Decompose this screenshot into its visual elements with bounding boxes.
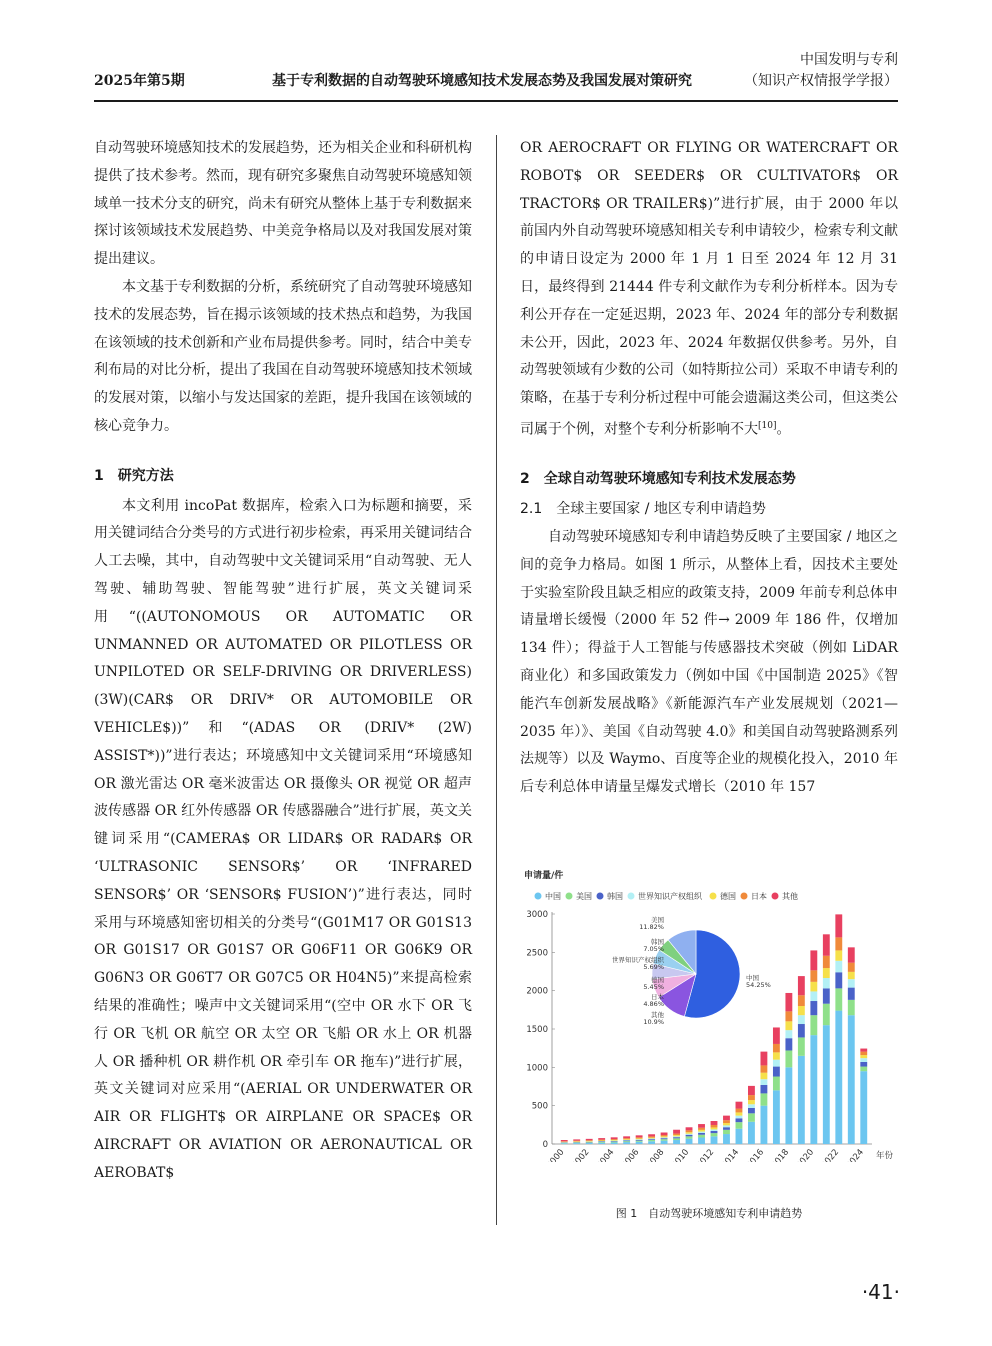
- bar-segment: [661, 1135, 668, 1136]
- bar-segment: [661, 1133, 668, 1136]
- header-journal: [744, 50, 898, 92]
- bar-segment: [686, 1139, 693, 1144]
- pie-label: 中国: [746, 974, 759, 982]
- bar-segment: [636, 1139, 643, 1140]
- legend-swatch: [628, 893, 635, 900]
- bar-segment: [673, 1134, 680, 1136]
- bar-segment: [648, 1139, 655, 1140]
- bar-segment: [648, 1134, 655, 1136]
- bar-segment: [561, 1143, 568, 1144]
- bar-segment: [810, 1035, 817, 1144]
- bar-segment: [673, 1140, 680, 1144]
- bar-segment: [760, 1065, 767, 1072]
- bar-segment: [711, 1136, 718, 1144]
- bar-segment: [798, 1006, 805, 1015]
- bar-segment: [860, 1071, 867, 1144]
- bar-segment: [636, 1140, 643, 1141]
- bar-segment: [785, 1021, 792, 1030]
- section-heading: 1 研究方法: [94, 467, 174, 484]
- bar-segment: [748, 1113, 755, 1121]
- bar-segment: [785, 1011, 792, 1021]
- bar-segment: [598, 1142, 605, 1143]
- bar-segment: [711, 1131, 718, 1133]
- bar-segment: [686, 1132, 693, 1134]
- figure-1: [520, 862, 905, 1162]
- legend-label: 其他: [782, 892, 798, 901]
- bar-segment: [686, 1135, 693, 1137]
- pie-value-label: 4.86%: [643, 1000, 664, 1008]
- y-tick-label: 2000: [526, 986, 548, 997]
- bar-segment: [598, 1143, 605, 1144]
- bar-segment: [636, 1138, 643, 1139]
- bar-segment: [748, 1108, 755, 1113]
- legend-swatch: [566, 893, 573, 900]
- legend-label: 中国: [545, 892, 561, 901]
- pie-value-label: 10.9%: [643, 1018, 664, 1026]
- pie-value-label: 11.82%: [639, 923, 664, 931]
- bar-segment: [698, 1137, 705, 1144]
- bar-segment: [773, 1077, 780, 1091]
- bar-segment: [636, 1142, 643, 1144]
- bar-segment: [773, 1090, 780, 1144]
- pie-value-label: 54.25%: [746, 981, 771, 989]
- bar-segment: [848, 988, 855, 1000]
- bar-segment: [760, 1052, 767, 1066]
- figure-caption: 图 1 自动驾驶环境感知专利申请趋势: [615, 1207, 803, 1220]
- bar-segment: [623, 1139, 630, 1140]
- bar-segment: [723, 1116, 730, 1121]
- bar-segment: [736, 1102, 743, 1109]
- x-tick-label: 2006: [619, 1147, 642, 1162]
- bar-segment: [586, 1141, 593, 1142]
- bar-segment: [736, 1118, 743, 1122]
- bar-segment: [736, 1116, 743, 1119]
- section-heading: 2 全球自动驾驶环境感知专利技术发展态势: [520, 471, 796, 488]
- pie-label: 日本: [651, 993, 664, 1001]
- bar-segment: [623, 1136, 630, 1138]
- bar-segment: [860, 1058, 867, 1062]
- paragraph: 本文基于专利数据的分析，系统研究了自动驾驶环境感知技术的发展态势，旨在揭示该领域的技术热点和趋势，为我国在该领域的技术创新和产业布局提供参考。同时，结合中美专利布局的对比分析，提出了我国在自动驾驶环境感知技术领域的发展对策，以缩小与发达国家的差距，提升我国在该领域的核心竞争力。: [94, 278, 472, 434]
- bar-segment: [835, 1011, 842, 1144]
- bar-segment: [661, 1141, 668, 1144]
- x-tick-label: 2014: [719, 1147, 742, 1162]
- bar-segment: [848, 1015, 855, 1144]
- bar-segment: [810, 950, 817, 970]
- bar-segment: [586, 1142, 593, 1143]
- bar-segment: [798, 1024, 805, 1037]
- y-tick-label: 1500: [526, 1025, 548, 1035]
- x-tick-label: 2002: [569, 1147, 592, 1162]
- bar-segment: [636, 1137, 643, 1138]
- bar-segment: [611, 1139, 618, 1140]
- bar-segment: [611, 1142, 618, 1144]
- bar-segment: [711, 1125, 718, 1127]
- bar-segment: [860, 1052, 867, 1055]
- bar-segment: [673, 1135, 680, 1136]
- legend-label: 世界知识产权组织: [638, 892, 702, 901]
- bar-segment: [848, 963, 855, 972]
- bar-segment: [860, 1049, 867, 1052]
- journal-name: 中国发明与专利: [800, 52, 898, 68]
- bar-segment: [586, 1139, 593, 1140]
- bar-segment: [673, 1138, 680, 1140]
- bar-segment: [823, 1004, 830, 1025]
- x-tick-label: 2022: [819, 1147, 842, 1162]
- bar-segment: [798, 995, 805, 1006]
- legend-swatch: [710, 893, 717, 900]
- bar-segment: [561, 1141, 568, 1142]
- bar-segment: [848, 947, 855, 962]
- pie-label: 其他: [651, 1011, 664, 1019]
- bar-segment: [723, 1120, 730, 1123]
- bar-segment: [623, 1138, 630, 1139]
- pie-label: 韩国: [651, 938, 664, 946]
- legend-label: 日本: [751, 892, 767, 901]
- bar-segment: [748, 1095, 755, 1100]
- bar-segment: [648, 1141, 655, 1144]
- legend-label: 德国: [720, 892, 736, 901]
- bar-segment: [835, 937, 842, 950]
- paragraph: 自动驾驶环境感知技术的发展趋势，还为相关企业和科研机构提供了技术参考。然而，现有研究多聚焦自动驾驶环境感知领域单一技术分支的研究，尚未有研究从整体上基于专利数据来探讨该领域技术发展趋势、中美竞争格局以及对我国发展对策提出建议。: [94, 140, 472, 268]
- x-tick-label: 2020: [794, 1147, 817, 1162]
- right-column: [520, 135, 898, 802]
- bar-segment: [760, 1073, 767, 1080]
- y-tick-label: 3000: [526, 910, 548, 920]
- bar-segment: [723, 1134, 730, 1144]
- bar-segment: [760, 1093, 767, 1105]
- journal-subtitle: （知识产权情报学学报）: [744, 73, 898, 89]
- bar-segment: [835, 972, 842, 988]
- pie-label: 世界知识产权组织: [612, 956, 664, 964]
- pie-value-label: 7.05%: [643, 945, 664, 953]
- bar-segment: [636, 1135, 643, 1137]
- bar-segment: [823, 978, 830, 988]
- x-axis-label: 年份: [876, 1151, 894, 1161]
- x-tick-label: 2024: [844, 1147, 867, 1162]
- bar-segment: [648, 1136, 655, 1137]
- bar-segment: [711, 1127, 718, 1129]
- bar-segment: [623, 1140, 630, 1141]
- bar-segment: [661, 1139, 668, 1140]
- bar-segment: [760, 1079, 767, 1085]
- bar-segment: [835, 988, 842, 1010]
- bar-segment: [598, 1141, 605, 1142]
- bar-segment: [573, 1143, 580, 1144]
- bar-segment: [711, 1129, 718, 1131]
- bar-segment: [686, 1136, 693, 1138]
- bar-segment: [798, 1056, 805, 1144]
- paragraph-text: OR AEROCRAFT OR FLYING OR WATERCRAFT OR ROBOT$ OR SEEDER$ OR CULTIVATOR$ OR TRACTOR$ OR TRAILER$)”进行扩展，由于 2000 年以前国内外自动驾驶环境感知相关专利申请较少，检索专利文献的申请日设定为 2000 年 1 月 1 日至 2024 年 12 月 31 日，最终得到 21444 件专利文献作为专利分析样本。因为专利公开存在一定延迟期，2023 年、2024 年的部分专利数据未公开，因此，2023 年、2024 年数据仅供参考。另外，自动驾驶领域有少数的公司（如特斯拉公司）采取不申请专利的策略，在基于专利分析过程中可能会遗漏这类公司，但这类公司属于个例，对整个专利分析影响不大: [520, 140, 898, 438]
- bar-segment: [611, 1140, 618, 1141]
- bar-segment: [798, 1015, 805, 1024]
- legend-swatch: [535, 893, 542, 900]
- bar-segment: [810, 991, 817, 1001]
- bar-segment: [773, 1052, 780, 1059]
- y-axis-label: 申请量/件: [524, 871, 564, 881]
- paragraph: [520, 135, 898, 444]
- legend-swatch: [597, 893, 604, 900]
- bar-segment: [860, 1062, 867, 1067]
- bar-segment: [661, 1138, 668, 1139]
- bar-segment: [686, 1134, 693, 1135]
- legend-label: 美国: [576, 892, 592, 901]
- bar-segment: [823, 934, 830, 955]
- bar-segment: [686, 1127, 693, 1130]
- bar-segment: [760, 1106, 767, 1144]
- bar-segment: [573, 1139, 580, 1140]
- bar-segment: [723, 1127, 730, 1130]
- y-tick-label: 2500: [526, 948, 548, 959]
- bar-segment: [661, 1137, 668, 1138]
- bar-segment: [698, 1130, 705, 1132]
- bar-segment: [748, 1100, 755, 1104]
- bar-segment: [748, 1104, 755, 1108]
- bar-segment: [823, 1025, 830, 1144]
- bar-segment: [611, 1142, 618, 1143]
- bar-segment: [673, 1130, 680, 1134]
- x-tick-label: 2012: [694, 1147, 717, 1162]
- bar-segment: [648, 1138, 655, 1139]
- bar-segment: [773, 1060, 780, 1067]
- x-tick-label: 2008: [644, 1147, 667, 1162]
- bar-segment: [611, 1137, 618, 1139]
- bar-segment: [860, 1055, 867, 1058]
- subsection-heading: 2.1 全球主要国家 / 地区专利申请趋势: [520, 501, 766, 518]
- bar-segment: [723, 1130, 730, 1134]
- x-tick-label: 2016: [744, 1147, 767, 1162]
- bar-segment: [648, 1138, 655, 1139]
- bar-segment: [810, 1015, 817, 1035]
- bar-segment: [798, 1037, 805, 1055]
- bar-segment: [673, 1136, 680, 1137]
- bar-segment: [810, 1001, 817, 1015]
- bar-segment: [673, 1137, 680, 1138]
- bar-segment: [860, 1067, 867, 1072]
- bar-segment: [623, 1142, 630, 1144]
- bar-segment: [785, 1067, 792, 1144]
- page-number: ·41·: [861, 1280, 900, 1304]
- bar-segment: [773, 1067, 780, 1077]
- bar-segment: [611, 1141, 618, 1142]
- paragraph: 自动驾驶环境感知专利申请趋势反映了主要国家 / 地区之间的竞争力格局。如图 1 所示，从整体上看，因技术主要处于实验室阶段且缺乏相应的政策支持，2009 年前专利总体申请量增长缓慢（2000 年 52 件→ 2009 年 186 件，仅增加 134 件）；得益于人工智能与传感器技术突破（例如 LiDAR 商业化）和多国政策发力（例如中国《中国制造 2025》《智能汽车创新发展战略》《新能源汽车产业发展规划（2021—2035 年）》、美国《自动驾驶 4.0》和美国自动驾驶路测系列法规等）以及 Waymo、百度等企业的规模化投入，2010 年后专利总体申请量呈爆发式增长（2010 年 157: [520, 529, 898, 796]
- bar-segment: [698, 1124, 705, 1128]
- bar-segment: [623, 1141, 630, 1142]
- bar-segment: [785, 993, 792, 1011]
- y-tick-label: 1000: [526, 1063, 548, 1074]
- bar-segment: [573, 1143, 580, 1144]
- header-rule: [94, 100, 898, 102]
- bar-segment: [723, 1125, 730, 1127]
- bar-segment: [810, 982, 817, 992]
- patent-trend-chart: [520, 862, 905, 1162]
- x-tick-label: 2004: [594, 1147, 617, 1162]
- bar-segment: [835, 914, 842, 937]
- bar-segment: [785, 1038, 792, 1050]
- bar-segment: [661, 1136, 668, 1137]
- bar-segment: [698, 1128, 705, 1130]
- bar-segment: [648, 1140, 655, 1141]
- bar-segment: [586, 1140, 593, 1141]
- bar-segment: [748, 1122, 755, 1144]
- bar-segment: [748, 1086, 755, 1095]
- left-column: [94, 135, 472, 1187]
- bar-segment: [810, 970, 817, 982]
- bar-segment: [598, 1140, 605, 1141]
- legend-swatch: [772, 893, 779, 900]
- reference-marker: [10]: [758, 420, 777, 431]
- bar-segment: [723, 1123, 730, 1125]
- bar-segment: [823, 956, 830, 968]
- bar-segment: [773, 1044, 780, 1052]
- bar-segment: [835, 950, 842, 960]
- bar-segment: [623, 1140, 630, 1141]
- paragraph-end: 。: [776, 421, 791, 438]
- column-divider: [496, 135, 497, 1225]
- pie-value-label: 5.45%: [643, 983, 664, 991]
- bar-segment: [823, 968, 830, 978]
- bar-segment: [848, 972, 855, 979]
- bar-segment: [736, 1109, 743, 1113]
- header-article-title: 基于专利数据的自动驾驶环境感知技术发展态势及我国发展对策研究: [272, 73, 692, 89]
- bar-segment: [798, 976, 805, 995]
- paragraph: 本文利用 incoPat 数据库，检索入口为标题和摘要，采用关键词结合分类号的方式进行初步检索，再采用关键词结合人工去噪，其中，自动驾驶中文关键词采用“自动驾驶、无人驾驶、辅助驾驶、智能驾驶”进行扩展，英文关键词采用“((AUTONOMOUS OR AUTOMATIC OR UNMANNED OR AUTOMATED OR PILOTLESS OR UNPILOTED OR SELF-DRIVING OR DRIVERLESS)(3W)(CAR$ OR DRIV* OR AUTOMOBILE OR VEHICLE$))”和“(ADAS OR (DRIV* (2W) ASSIST*))”进行表达；环境感知中文关键词采用“环境感知 OR 激光雷达 OR 毫米波雷达 OR 摄像头 OR 视觉 OR 超声波传感器 OR 红外传感器 OR 传感器融合”进行扩展，英文关键词采用“(CAMERA$ OR LIDAR$ OR RADAR$ OR ‘ULTRASONIC SENSOR$’ OR ‘INFRARED SENSOR$’ OR ‘SENSOR$ FUSION’)”进行表达，同时采用与环境感知密切相关的分类号“(G01M17 OR G01S13 OR G01S17 OR G01S7 OR G06F11 OR G06K9 OR G06N3 OR G06T7 OR G07C5 OR H04N5)”来提高检索结果的准确性；噪声中文关键词采用“(空中 OR 水下 OR 飞行 OR 飞机 OR 航空 OR 太空 OR 飞船 OR 水上 OR 机器人 OR 播种机 OR 耕作机 OR 牵引车 OR 拖车)”进行扩展，英文关键词对应采用“(AERIAL OR UNDERWATER OR AIR OR FLIGHT$ OR AIRPLANE OR SPACE$ OR AIRCRAFT OR AVIATION OR AERONAUTICAL OR AEROBAT$: [94, 497, 472, 1181]
- bar-segment: [736, 1112, 743, 1115]
- bar-segment: [785, 1050, 792, 1067]
- bar-segment: [686, 1130, 693, 1132]
- bar-segment: [760, 1085, 767, 1093]
- pie-label: 美国: [651, 916, 664, 924]
- bar-segment: [785, 1030, 792, 1038]
- bar-segment: [823, 988, 830, 1003]
- bar-segment: [711, 1121, 718, 1125]
- bar-segment: [736, 1122, 743, 1129]
- y-tick-label: 500: [531, 1101, 548, 1112]
- bar-segment: [598, 1138, 605, 1140]
- bar-segment: [561, 1140, 568, 1141]
- bar-segment: [598, 1140, 605, 1141]
- bar-segment: [711, 1133, 718, 1136]
- header-issue: 2025年第5期: [94, 73, 185, 89]
- bar-segment: [573, 1141, 580, 1142]
- pie-label: 德国: [651, 976, 664, 984]
- x-tick-label: 2018: [769, 1147, 792, 1162]
- legend-swatch: [741, 893, 748, 900]
- bar-segment: [698, 1133, 705, 1135]
- y-tick-label: 0: [542, 1140, 548, 1150]
- bar-segment: [848, 1000, 855, 1015]
- bar-segment: [736, 1129, 743, 1144]
- bar-segment: [586, 1143, 593, 1144]
- bar-segment: [698, 1135, 705, 1138]
- bar-segment: [636, 1141, 643, 1142]
- bar-segment: [698, 1132, 705, 1133]
- bar-segment: [773, 1027, 780, 1043]
- legend-label: 韩国: [607, 892, 623, 901]
- bar-segment: [835, 961, 842, 973]
- x-tick-label: 2010: [669, 1147, 692, 1162]
- pie-value-label: 5.69%: [643, 963, 664, 971]
- bar-segment: [848, 979, 855, 987]
- x-tick-label: 2000: [544, 1147, 567, 1162]
